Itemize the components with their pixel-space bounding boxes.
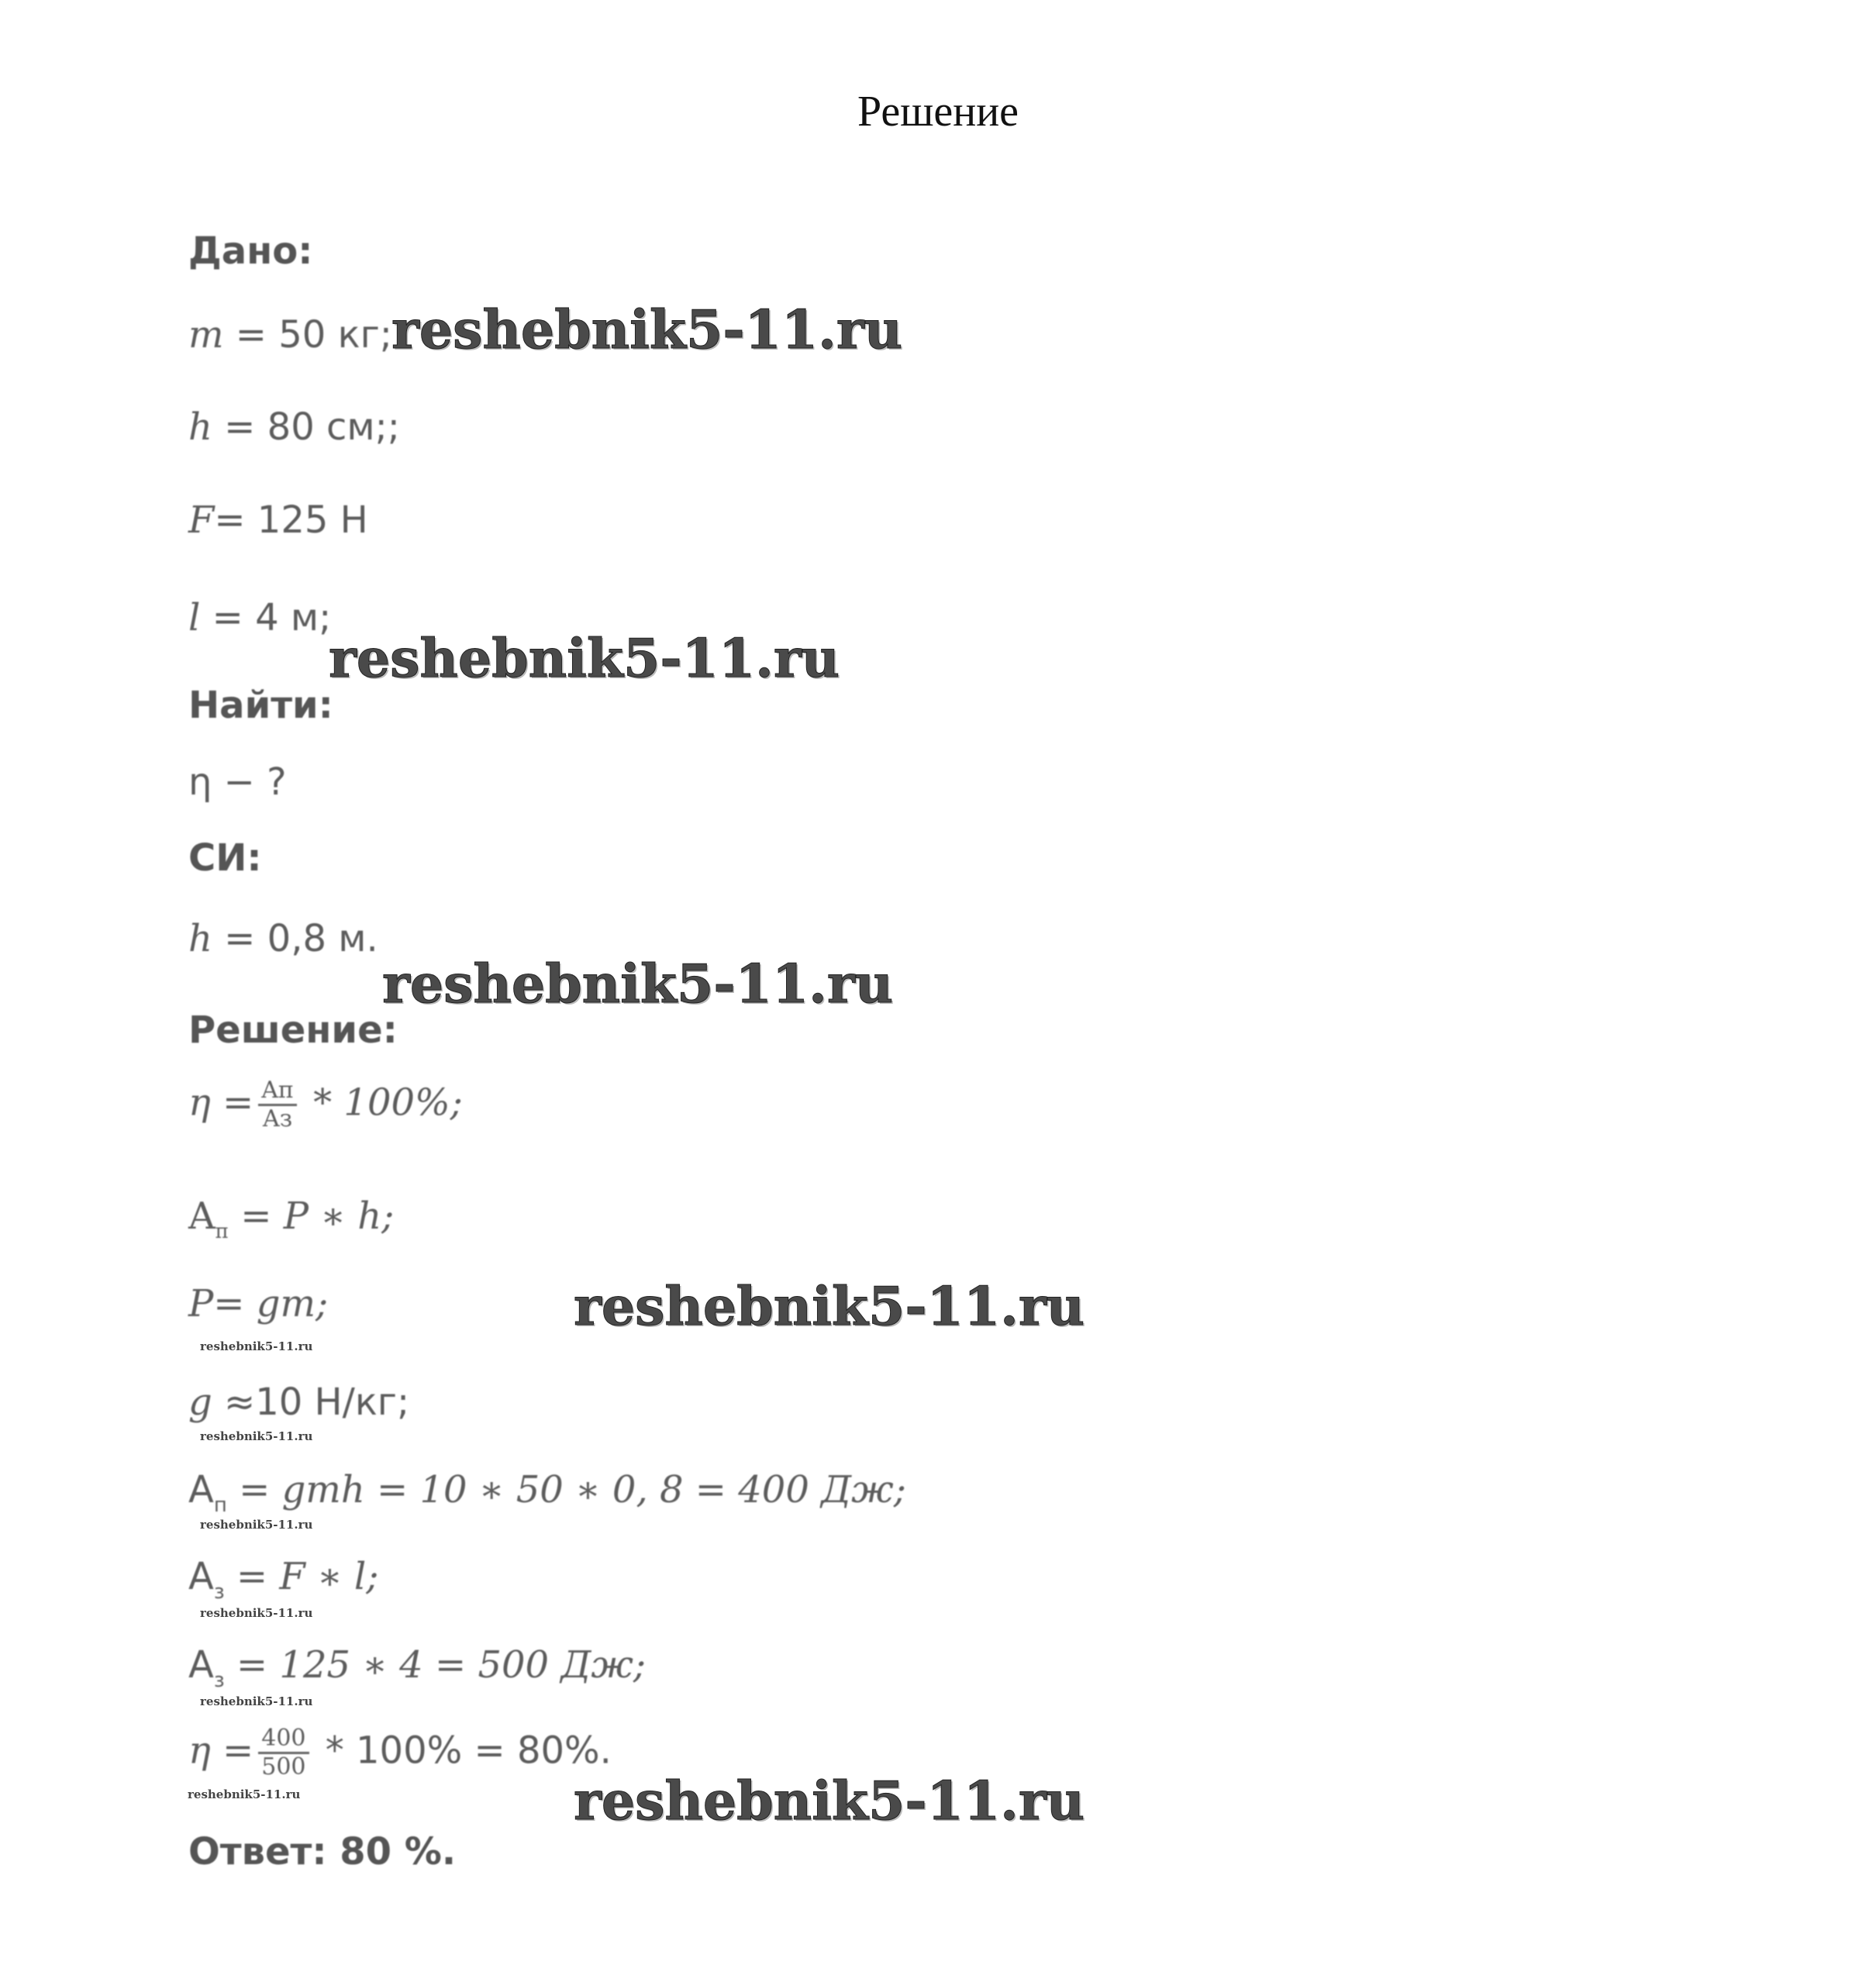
eta2-rest: * 100% = 80%. (313, 1729, 612, 1773)
page-title: Решение (857, 88, 1019, 136)
az-formula (188, 1555, 379, 1604)
ap-sub: п (215, 1220, 229, 1243)
watermark: reshebnik5-11.ru (329, 628, 840, 690)
given-m-value: = 50 кг; (223, 313, 392, 357)
eta-result (188, 1727, 612, 1779)
eta2-lhs: η = (188, 1729, 254, 1773)
watermark-small: reshebnik5-11.ru (200, 1518, 313, 1532)
given-h-value: = 80 см;; (212, 405, 400, 449)
answer: Ответ: 80 %. (188, 1830, 457, 1873)
find-header: Найти: (188, 684, 333, 727)
si-h (188, 917, 378, 960)
az-A: A (188, 1555, 214, 1598)
watermark-small: reshebnik5-11.ru (200, 1429, 313, 1443)
az-sub: з (213, 1580, 225, 1604)
given-l-value: = 4 м; (200, 596, 332, 639)
find-eta: η − ? (188, 760, 287, 804)
given-h (188, 405, 400, 449)
var-l: l (188, 596, 201, 639)
p-formula: P= gm; (188, 1282, 329, 1325)
ap2-sub: п (213, 1494, 227, 1517)
watermark-small: reshebnik5-11.ru (200, 1694, 313, 1708)
eta-fraction (258, 1079, 297, 1131)
g-value: ≈10 Н/кг; (212, 1381, 410, 1424)
watermark: reshebnik5-11.ru (391, 299, 903, 361)
eta-numerator: Aп (258, 1079, 297, 1106)
var-g: g (188, 1381, 212, 1424)
ap2-rest: = gmh = 10 ∗ 50 ∗ 0, 8 = 400 Дж; (226, 1468, 906, 1511)
given-F (188, 498, 368, 542)
watermark-small: reshebnik5-11.ru (200, 1339, 313, 1353)
var-F: F (188, 498, 215, 542)
given-F-value: = 125 Н (214, 498, 368, 542)
si-header: СИ: (188, 836, 262, 880)
az2-sub: з (213, 1669, 225, 1692)
var-h-si: h (188, 917, 212, 960)
az2-rest: = 125 ∗ 4 = 500 Дж; (224, 1643, 647, 1687)
eta-formula (188, 1079, 463, 1131)
watermark-small: reshebnik5-11.ru (200, 1606, 313, 1620)
watermark: reshebnik5-11.ru (574, 1276, 1085, 1338)
ap2-A: A (188, 1468, 214, 1511)
given-header: Дано: (188, 229, 313, 273)
watermark-small: reshebnik5-11.ru (188, 1787, 301, 1801)
eta2-fraction (258, 1727, 309, 1779)
az2-A: A (188, 1643, 214, 1687)
eta2-denominator: 500 (261, 1753, 306, 1780)
watermark: reshebnik5-11.ru (382, 953, 894, 1015)
az-calc (188, 1643, 647, 1692)
given-m (188, 313, 392, 357)
given-l (188, 596, 332, 639)
eta-lhs: η = (188, 1081, 254, 1125)
ap-calc (188, 1468, 906, 1517)
var-m: m (188, 313, 224, 357)
eta-rest: * 100%; (301, 1081, 463, 1125)
solution-header: Решение: (188, 1008, 398, 1052)
eta-denominator: Aз (263, 1105, 293, 1132)
az-rest: = F ∗ l; (224, 1555, 379, 1598)
ap-formula (188, 1194, 395, 1243)
ap-A: A (188, 1194, 216, 1238)
watermark: reshebnik5-11.ru (574, 1770, 1085, 1832)
eta2-numerator: 400 (258, 1727, 309, 1754)
si-h-value: = 0,8 м. (212, 917, 378, 960)
var-h: h (188, 405, 212, 449)
ap-rest: = P ∗ h; (229, 1194, 395, 1238)
g-formula (188, 1381, 410, 1424)
